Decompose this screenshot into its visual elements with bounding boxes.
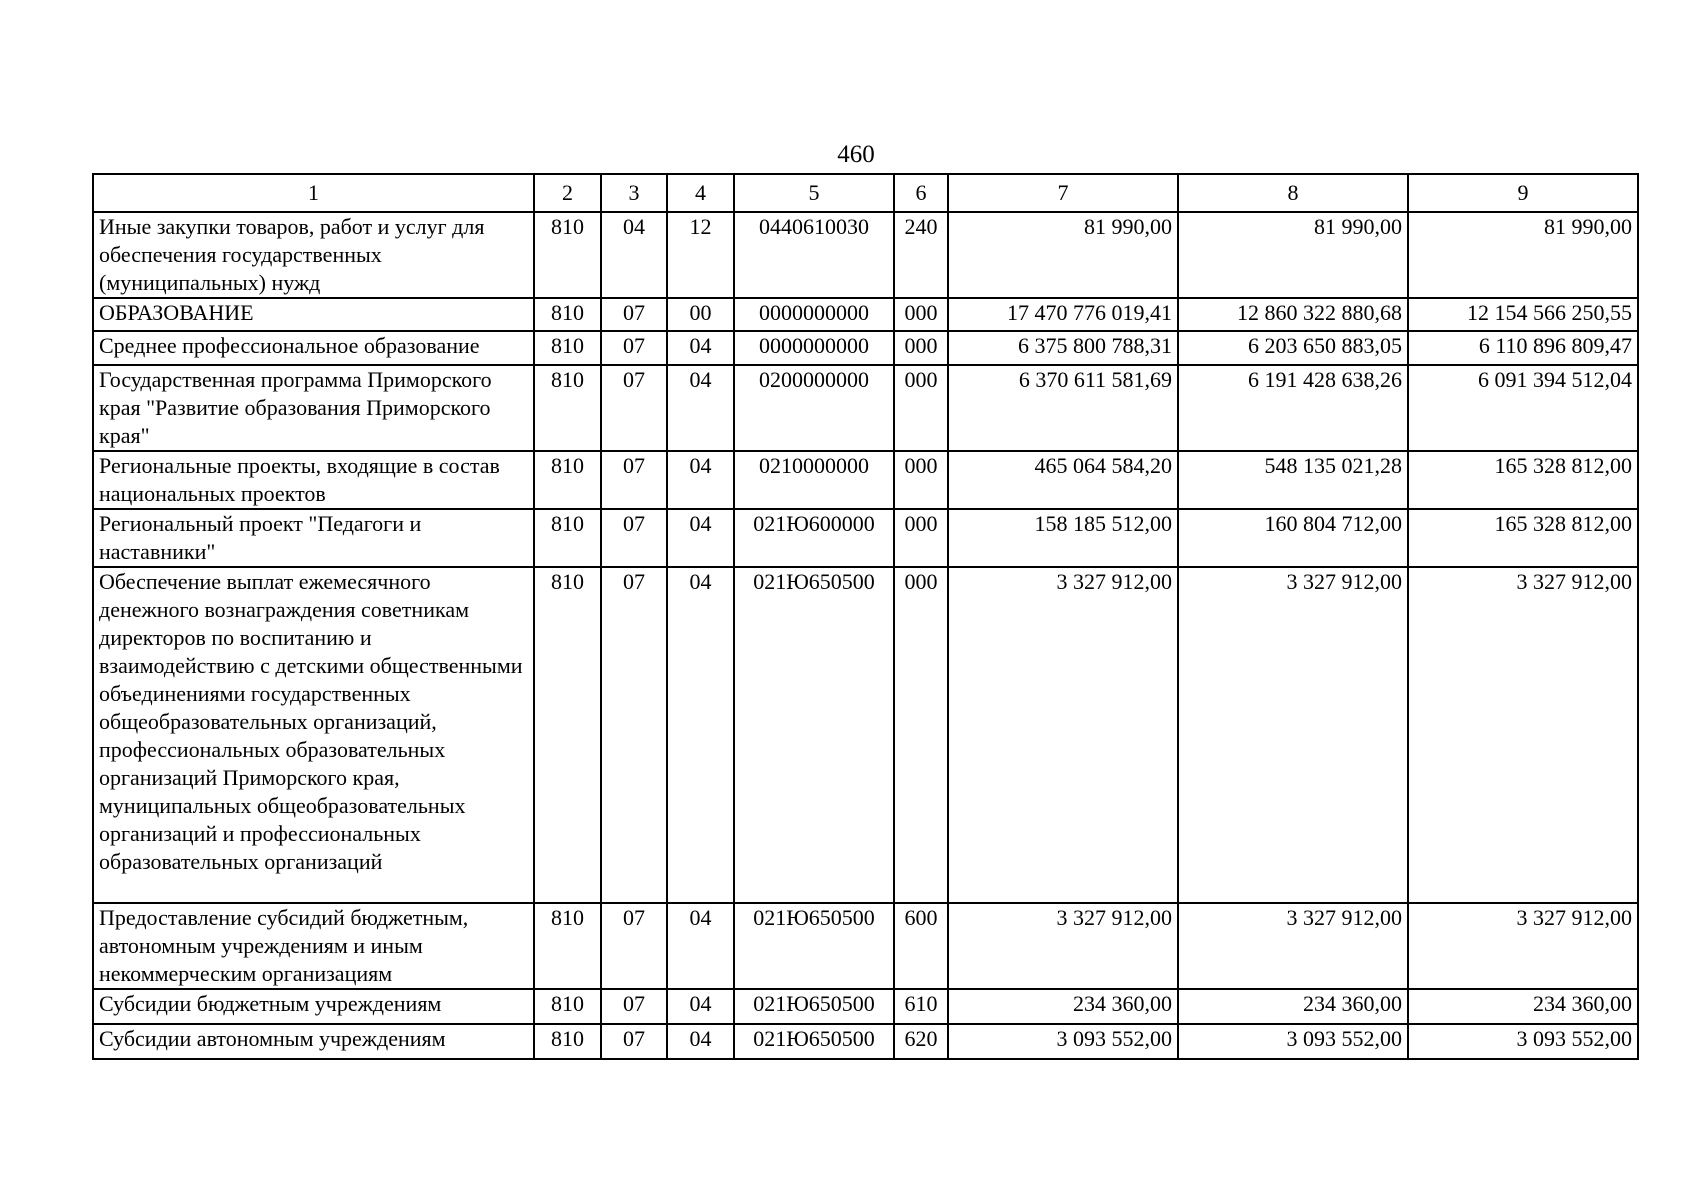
ministry-code: 810	[534, 567, 601, 903]
row-name: Субсидии автономным учреждениям	[93, 1024, 534, 1059]
amount-col8: 234 360,00	[1178, 989, 1408, 1024]
table-row	[93, 989, 1638, 1024]
table-row	[93, 509, 1638, 567]
column-header: 4	[667, 174, 734, 212]
ministry-code: 810	[534, 365, 601, 451]
table-row	[93, 365, 1638, 451]
target-article-code: 021Ю600000	[734, 509, 894, 567]
table-row	[93, 1024, 1638, 1059]
amount-col8: 3 327 912,00	[1178, 903, 1408, 989]
section-code: 07	[601, 365, 667, 451]
amount-col9: 81 990,00	[1408, 212, 1638, 298]
table-row	[93, 451, 1638, 509]
section-code: 07	[601, 1024, 667, 1059]
expense-type-code: 000	[894, 331, 948, 365]
amount-col9: 6 091 394 512,04	[1408, 365, 1638, 451]
table-row	[93, 212, 1638, 298]
target-article-code: 021Ю650500	[734, 903, 894, 989]
subsection-code: 04	[667, 451, 734, 509]
target-article-code: 021Ю650500	[734, 1024, 894, 1059]
amount-col8: 6 203 650 883,05	[1178, 331, 1408, 365]
subsection-code: 04	[667, 989, 734, 1024]
subsection-code: 04	[667, 903, 734, 989]
section-code: 07	[601, 567, 667, 903]
subsection-code: 12	[667, 212, 734, 298]
row-name: Государственная программа Приморского края "Развитие образования Приморского края"	[93, 365, 534, 451]
amount-col9: 6 110 896 809,47	[1408, 331, 1638, 365]
row-name: Предоставление субсидий бюджетным, автономным учреждениям и иным некоммерческим организациям	[93, 903, 534, 989]
target-article-code: 0000000000	[734, 298, 894, 331]
budget-table	[92, 173, 1639, 1060]
target-article-code: 0000000000	[734, 331, 894, 365]
page-number: 460	[837, 141, 875, 168]
amount-col9: 3 327 912,00	[1408, 567, 1638, 903]
column-header: 8	[1178, 174, 1408, 212]
expense-type-code: 600	[894, 903, 948, 989]
amount-col9: 3 093 552,00	[1408, 1024, 1638, 1059]
column-header: 1	[93, 174, 534, 212]
row-name: Иные закупки товаров, работ и услуг для обеспечения государственных (муниципальных) нужд	[93, 212, 534, 298]
ministry-code: 810	[534, 331, 601, 365]
target-article-code: 0200000000	[734, 365, 894, 451]
amount-col9: 165 328 812,00	[1408, 509, 1638, 567]
expense-type-code: 000	[894, 567, 948, 903]
column-header: 5	[734, 174, 894, 212]
target-article-code: 0440610030	[734, 212, 894, 298]
column-header: 2	[534, 174, 601, 212]
amount-col7: 158 185 512,00	[948, 509, 1178, 567]
table-row	[93, 567, 1638, 903]
expense-type-code: 620	[894, 1024, 948, 1059]
row-name: ОБРАЗОВАНИЕ	[93, 298, 534, 331]
table-row	[93, 903, 1638, 989]
amount-col9: 234 360,00	[1408, 989, 1638, 1024]
table-row	[93, 331, 1638, 365]
section-code: 07	[601, 451, 667, 509]
amount-col7: 234 360,00	[948, 989, 1178, 1024]
section-code: 04	[601, 212, 667, 298]
table-row	[93, 298, 1638, 331]
amount-col7: 6 370 611 581,69	[948, 365, 1178, 451]
amount-col7: 17 470 776 019,41	[948, 298, 1178, 331]
section-code: 07	[601, 298, 667, 331]
row-name: Обеспечение выплат ежемесячного денежного вознаграждения советникам директоров по воспитанию и взаимодействию с детскими общественными объединениями государственных общеобразовательных организаций, профессиональных образовательных организаций Приморского края, муниципальных общеобразовательных организаций и профессиональных образовательных организаций	[93, 567, 534, 903]
expense-type-code: 000	[894, 365, 948, 451]
subsection-code: 04	[667, 365, 734, 451]
amount-col7: 465 064 584,20	[948, 451, 1178, 509]
amount-col8: 81 990,00	[1178, 212, 1408, 298]
section-code: 07	[601, 989, 667, 1024]
target-article-code: 0210000000	[734, 451, 894, 509]
column-header: 7	[948, 174, 1178, 212]
ministry-code: 810	[534, 451, 601, 509]
expense-type-code: 240	[894, 212, 948, 298]
amount-col8: 548 135 021,28	[1178, 451, 1408, 509]
subsection-code: 04	[667, 509, 734, 567]
amount-col8: 3 327 912,00	[1178, 567, 1408, 903]
column-header: 6	[894, 174, 948, 212]
section-code: 07	[601, 903, 667, 989]
subsection-code: 00	[667, 298, 734, 331]
ministry-code: 810	[534, 1024, 601, 1059]
target-article-code: 021Ю650500	[734, 989, 894, 1024]
column-header: 3	[601, 174, 667, 212]
subsection-code: 04	[667, 567, 734, 903]
ministry-code: 810	[534, 298, 601, 331]
amount-col9: 3 327 912,00	[1408, 903, 1638, 989]
ministry-code: 810	[534, 903, 601, 989]
amount-col7: 6 375 800 788,31	[948, 331, 1178, 365]
expense-type-code: 000	[894, 509, 948, 567]
amount-col9: 165 328 812,00	[1408, 451, 1638, 509]
ministry-code: 810	[534, 989, 601, 1024]
amount-col7: 3 093 552,00	[948, 1024, 1178, 1059]
section-code: 07	[601, 331, 667, 365]
ministry-code: 810	[534, 509, 601, 567]
amount-col8: 12 860 322 880,68	[1178, 298, 1408, 331]
row-name: Субсидии бюджетным учреждениям	[93, 989, 534, 1024]
expense-type-code: 610	[894, 989, 948, 1024]
target-article-code: 021Ю650500	[734, 567, 894, 903]
table-header-row	[93, 174, 1638, 212]
ministry-code: 810	[534, 212, 601, 298]
column-header: 9	[1408, 174, 1638, 212]
amount-col7: 3 327 912,00	[948, 567, 1178, 903]
expense-type-code: 000	[894, 451, 948, 509]
amount-col8: 3 093 552,00	[1178, 1024, 1408, 1059]
row-name: Среднее профессиональное образование	[93, 331, 534, 365]
amount-col9: 12 154 566 250,55	[1408, 298, 1638, 331]
row-name: Региональный проект "Педагоги и наставники"	[93, 509, 534, 567]
subsection-code: 04	[667, 1024, 734, 1059]
section-code: 07	[601, 509, 667, 567]
amount-col8: 6 191 428 638,26	[1178, 365, 1408, 451]
row-name: Региональные проекты, входящие в состав национальных проектов	[93, 451, 534, 509]
amount-col7: 3 327 912,00	[948, 903, 1178, 989]
subsection-code: 04	[667, 331, 734, 365]
amount-col8: 160 804 712,00	[1178, 509, 1408, 567]
amount-col7: 81 990,00	[948, 212, 1178, 298]
expense-type-code: 000	[894, 298, 948, 331]
